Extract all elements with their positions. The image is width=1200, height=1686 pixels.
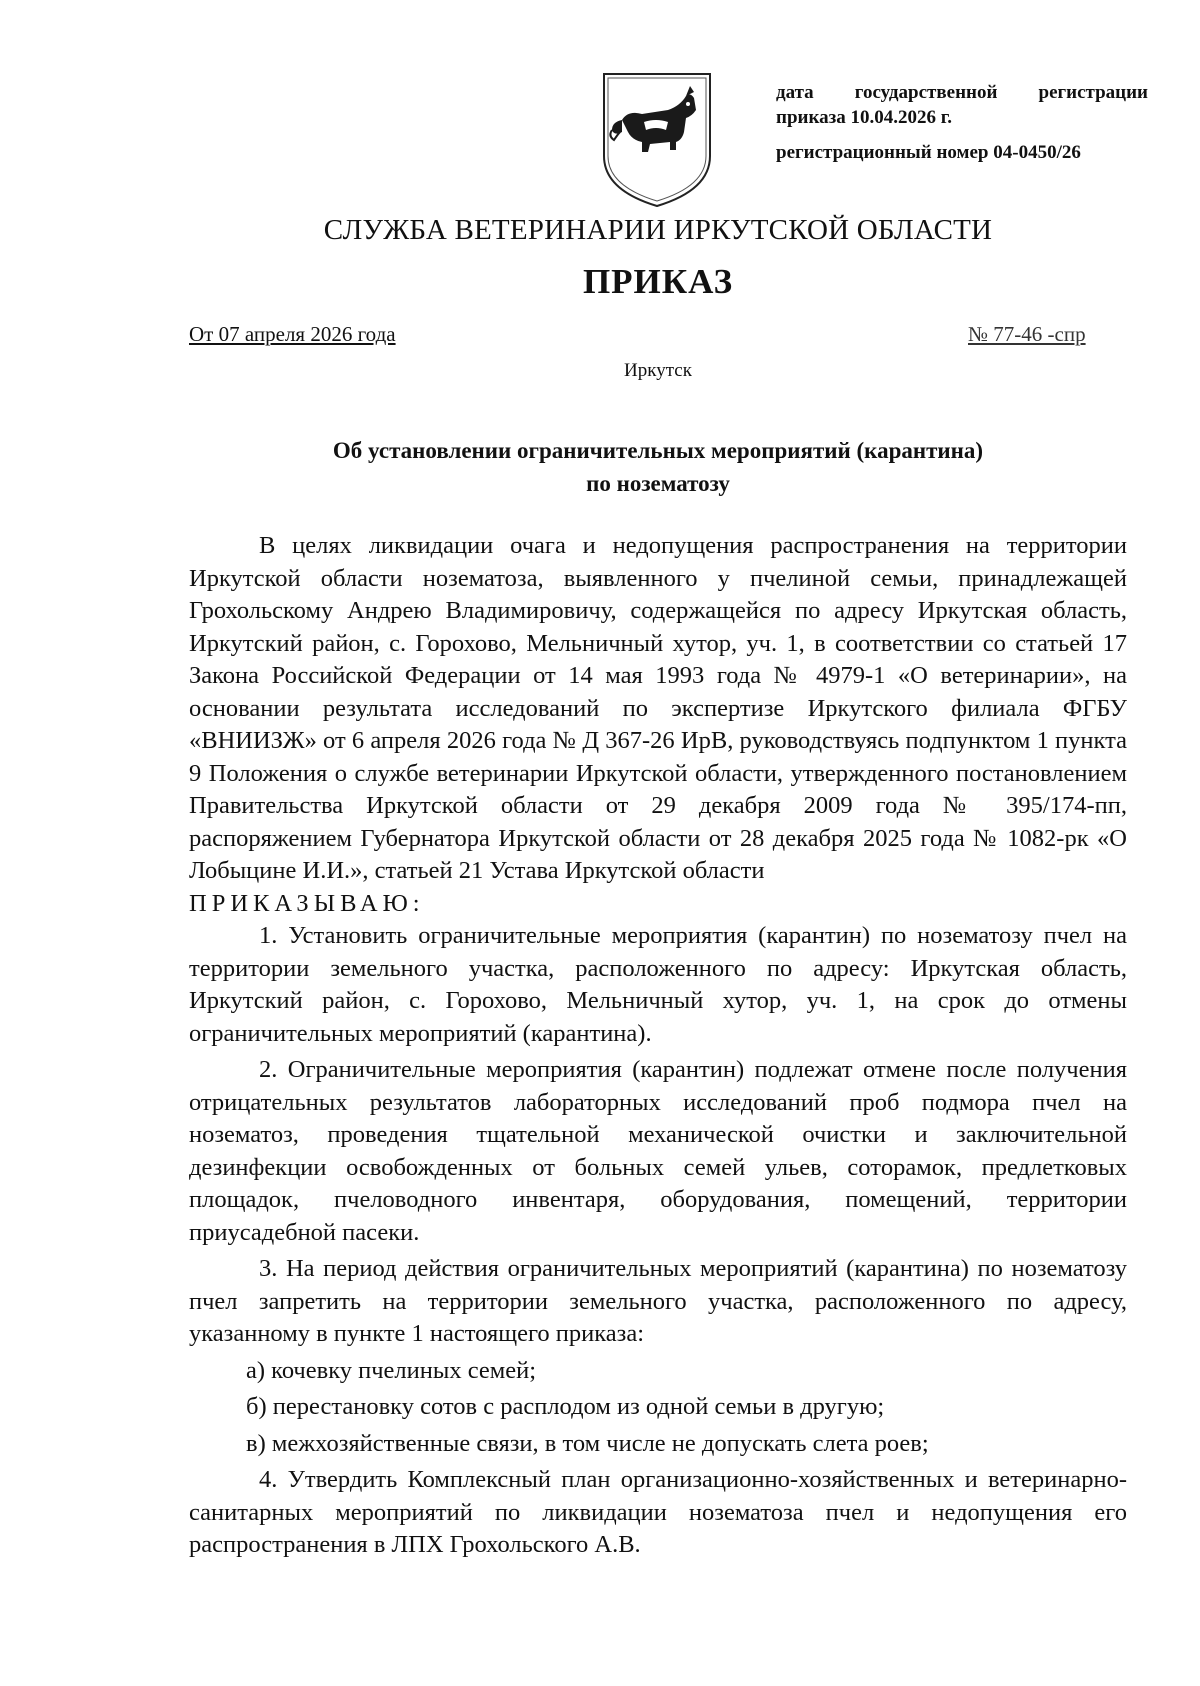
document-type: ПРИКАЗ <box>582 262 734 301</box>
subject-line-1: Об установлении ограничительных мероприятий (карантина) <box>332 438 984 463</box>
order-number: № 77-46 -спр <box>968 322 1086 346</box>
registration-date-label: дата государственной регистрации <box>776 82 1148 103</box>
item-1: 1. Установить ограничительные мероприятия (карантин) по нозематозу пчел на территории земельного участка, расположенного по адресу: Иркутская область, Иркутский район, с. Горохово, Мельничный хутор, уч. 1, на срок до отмены ограничительных мероприятий (карантина). <box>189 922 1127 1047</box>
city: Иркутск <box>624 360 692 381</box>
item-2: 2. Ограничительные мероприятия (карантин) подлежат отмене после получения отрицательных результатов лабораторных исследований проб подмора пчел на нозематоз, проведения тщательной механической очистки и заключительной дезинфекции освобожденных от больных семей ульев, сотoрамок, предлетковых площадок, пчеловодного инвентаря, оборудования, помещений, территории приусадебной пасеки. <box>189 1056 1127 1246</box>
subitem-c: в) межхозяйственные связи, в том числе не допускать слета роев; <box>246 1429 929 1457</box>
subitem-a: а) кочевку пчелиных семей; <box>246 1356 537 1384</box>
item-3: 3. На период действия ограничительных мероприятий (карантина) по нозематозу пчел запретить на территории земельного участка, расположенного по адресу, указанному в пункте 1 настоящего приказа: <box>189 1255 1127 1347</box>
orders-heading: ПРИКАЗЫВАЮ: <box>189 889 425 917</box>
irkutsk-coat-of-arms-icon <box>598 70 716 210</box>
registration-number: регистрационный номер 04-0450/26 <box>776 142 1081 163</box>
order-date: От 07 апреля 2026 года <box>189 322 396 346</box>
organization-name: СЛУЖБА ВЕТЕРИНАРИИ ИРКУТСКОЙ ОБЛАСТИ <box>323 214 993 246</box>
registration-date: приказа 10.04.2026 г. <box>776 107 952 128</box>
order-subject <box>189 434 1127 500</box>
order-body <box>189 530 1127 1562</box>
registration-info <box>776 80 1148 165</box>
item-4: 4. Утвердить Комплексный план организационно-хозяйственных и ветеринарно-санитарных мероприятий по ликвидации нозематоза пчел и недопущения его распространения в ЛПХ Грохольского А.В. <box>189 1466 1127 1558</box>
preamble-paragraph: В целях ликвидации очага и недопущения распространения на территории Иркутской области нозематоза, выявленного у пчелиной семьи, принадлежащей Грохольскому Андрею Владимировичу, содержащейся по адресу Иркутская область, Иркутский район, с. Горохово, Мельничный хутор, уч. 1, в соответствии со статьей 17 Закона Российской Федерации от 14 мая 1993 года № 4979-1 «О ветеринарии», на основании результата исследований по экспертизе Иркутского филиала ФГБУ «ВНИИЗЖ» от 6 апреля 2026 года № Д 367-26 ИрВ, руководствуясь подпунктом 1 пункта 9 Положения о службе ветеринарии Иркутской области, утвержденного постановлением Правительства Иркутской области от 29 декабря 2009 года № 395/174-пп, распоряжением Губернатора Иркутской области от 28 декабря 2025 года № 1082-рк «О Лобыцине И.И.», статьей 21 Устава Иркутской области <box>189 532 1127 884</box>
subitem-b: б) перестановку сотов с расплодом из одной семьи в другую; <box>246 1393 885 1420</box>
subject-line-2: по нозематозу <box>586 471 730 496</box>
